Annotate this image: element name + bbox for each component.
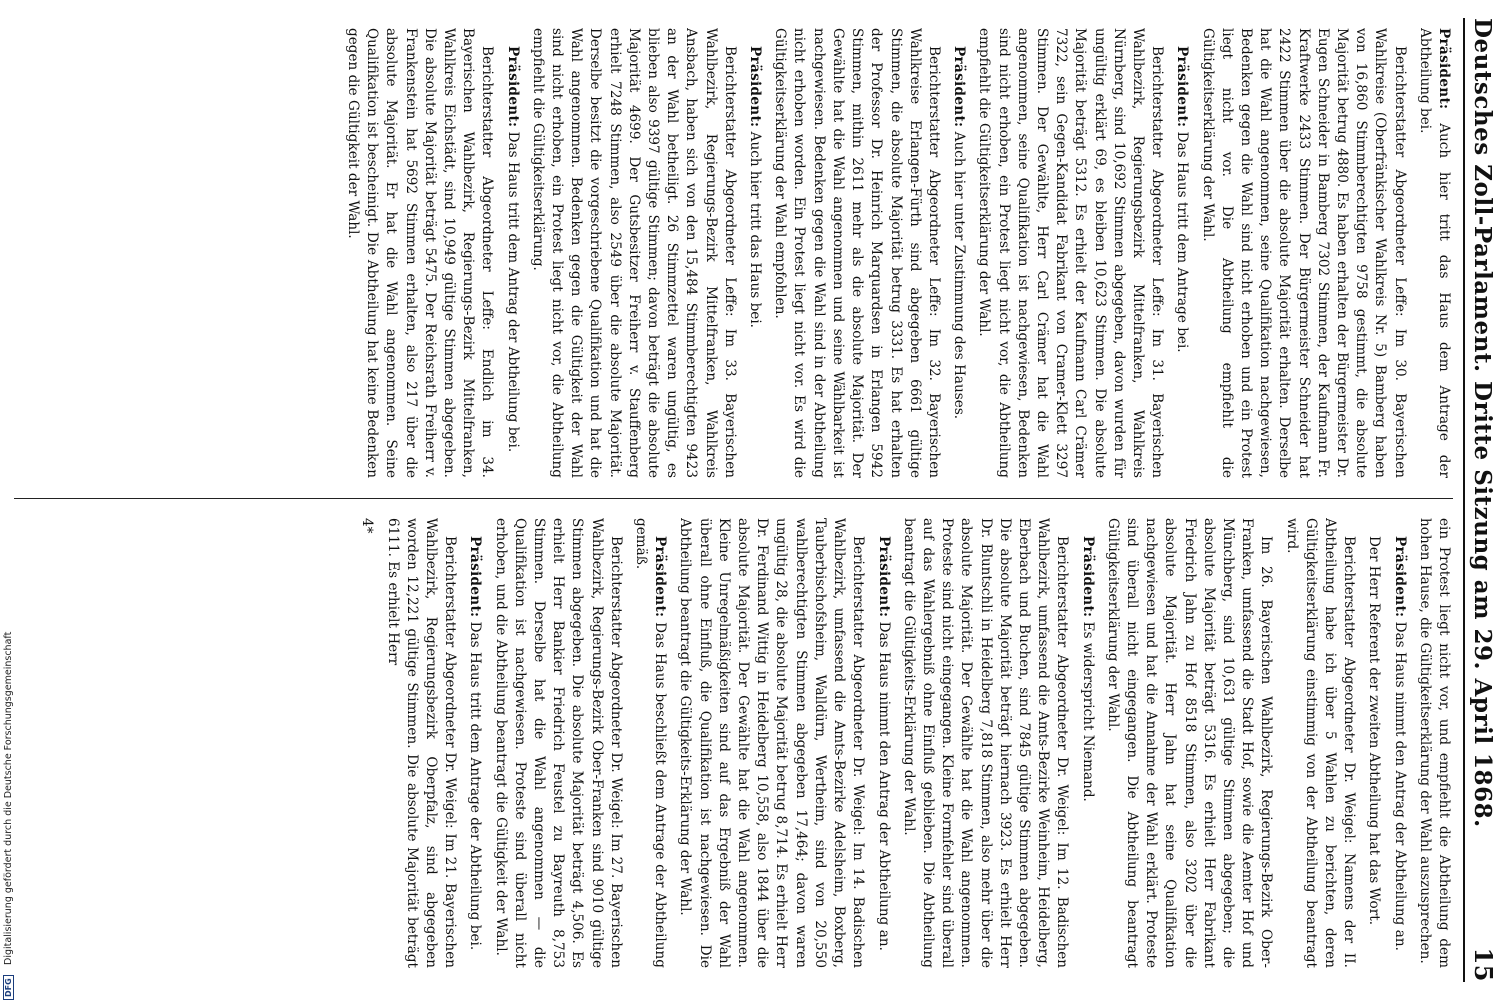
paragraph-text: Berichterstatter Abgeordneter Leffe: Im 31. Bayerischen Wahlbezirk, Regierungsbezirk Mittelfranken, Wahlkreis Nürnberg, sind 10,692 Stimmen abgegeben, davon wurden für ungültig erklärt 69, es bleiben 10,623 Stimmen. Die absolute Majorität beträgt 5312. Es erhielt der Kaufmann Carl Crämer 7322, sein Gegen-Kandidat Fabrikant von Cramer-Klett 3297 Stimmen. Der Gewählte, Herr Carl Crämer hat die Wahl angenommen, seine Qualifikation ist nachgewiesen, Bedenken sind nicht erhoben, ein Protest liegt nicht vor, die Abtheilung empfiehlt die Gültigkeitserklärung der Wahl. [976, 28, 1166, 478]
speaker-label: Präsident: [875, 536, 892, 618]
paragraph [1364, 518, 1383, 968]
paragraph [1389, 518, 1408, 968]
paragraph [899, 518, 1072, 968]
paragraph [949, 28, 968, 478]
paragraph [675, 518, 867, 968]
paragraph-text: Berichterstatter Abgeordneter Leffe: Im 33. Bayerischen Wahlbezirk, Regierungs-Bezirk Mittelfranken, Wahlkreis Ansbach, haben sich von den 15,484 Stimmberechtigten 9423 an der Wahl betheiligt. 26 Stimmzettel waren ungültig, es blieben also 9397 gültige Stimmen; davon beträgt die absolute Majorität 4699. Der Gutsbesitzer Freiherr v. Stauffenberg erhielt 7248 Stimmen, also 2549 über die absolute Majorität. Derselbe besitzt die vorgeschriebene Qualifikation und hat die Wahl angenommen. Bedenken gegen die Gültigkeit der Wahl sind nicht erhoben, ein Protest liegt nicht vor, die Abtheilung empfiehlt die Gültigkeitserklärung. [529, 28, 738, 478]
speaker-label: Präsident: [1391, 536, 1408, 618]
paragraph [873, 518, 892, 968]
paragraph [502, 28, 521, 478]
speaker-label: Präsident: [1174, 46, 1191, 128]
paragraph [974, 28, 1166, 478]
paragraph-text: Berichterstatter Abgeordneter Dr. Weigel: Im 27. Bayerischen Wahlbezirk, Regierungs-Bezirk Ober-Franken sind 9010 gültige Stimmen abgegeben. Die absolute Majorität beträgt 4,506. Es erhielt Herr Bankier Friedrich Feustel zu Bayreuth 8,753 Stimmen. Derselbe hat die Wahl angenommen — die Qualifikation ist nachgewiesen. Proteste sind überall nicht erhoben, und die Abtheilung beantragt die Gültigkeit der Wahl. [492, 518, 624, 968]
paragraph-text: Berichterstatter Abgeordneter Dr. Weigel: Im 14. Badischen Wahlbezirk, umfassend die Amts-Bezirke Adelsheim, Boxberg, Tauberbischofsheim, Walldürn, Wertheim, sind von 20,550 wahlberechtigten Stimmen abgegeben 17,464; davon waren ungültig 28, die absolute Majorität betrug 8,714. Es erhielt Herr Dr. Ferdinand Wittig in Heidelberg 10,558, also 1844 über die absolute Majorität. Der Gewählte hat die Wahl angenommen. Kleine Unregelmäßigkeiten sind auf das Ergebniß der Wahl überall ohne Einfluß, die Qualifikation ist nachgewiesen. Die Abtheilung beantragt die Gültigkeits-Erklärung der Wahl. [677, 518, 867, 968]
speaker-label: Präsident: [747, 46, 764, 128]
paragraph-text: Auch hier tritt das Haus dem Antrage der Abtheilung bei. [1416, 28, 1452, 478]
paragraph-text: Berichterstatter Abgeordneter Dr. Weigel: Namens der II. Abtheilung habe ich über 5 Wahlen zu berichten, deren Gültigkeitserklärung einstimmig von der Abtheilung beantragt wird. [1283, 518, 1358, 968]
paragraph [357, 518, 376, 968]
speaker-label: Präsident: [467, 536, 484, 618]
paragraph-text: 4* [359, 518, 376, 534]
paragraph [1077, 518, 1096, 968]
digitization-note [3, 0, 17, 1000]
left-column [14, 28, 1453, 478]
paragraph [770, 28, 943, 478]
speaker-label: Präsident: [652, 536, 669, 618]
paragraph [1415, 518, 1453, 968]
paragraph-text: Berichterstatter Abgeordneter Leffe: Im 30. Bayerischen Wahlkreise (Oberfränkischer Wahlkreis Nr. 5) Bamberg haben von 16,860 Stimmberechtigten 9758 gestimmt, die absolute Majorität betrug 4880. Es haben erhalten der Bürgermeister Dr. Eugen Schneider in Bamberg 7302 Stimmen, der Kaufmann Fr. Kraftwerke 2433 Stimmen. Der Bürgermeister Schneider hat 2422 Stimmen über die absolute Majorität erhalten. Derselbe hat die Wahl angenommen, seine Qualifikation nachgewiesen, Bedenken gegen die Wahl sind nicht erhoben und ein Protest liegt nicht vor. Die Abtheilung empfiehlt die Gültigkeitserklärung der Wahl. [1199, 28, 1408, 478]
page-number: 15 [1469, 947, 1498, 982]
paragraph-text: Im 26. Bayerischen Wahlbezirk, Regierungs-Bezirk Ober-Franken, umfassend die Stadt Hof, sowie die Aemter Hof und Münchberg, sind 10,631 gültige Stimmen abgegeben; die absolute Majorität beträgt 5316. Es erhielt Herr Fabrikant Friedrich Jahn zu Hof 8518 Stimmen, also 3202 über die absolute Majorität. Herr Jahn hat seine Qualifikation nachgewiesen und hat die Annahme der Wahl erklärt. Proteste sind überall nicht eingegangen. Die Abtheilung beantragt Gültigkeitserklärung der Wahl. [1104, 518, 1275, 968]
paragraph-text: Es widerspricht Niemand. [1079, 621, 1096, 802]
paragraph-text: Auch hier unter Zustimmung des Hauses. [951, 131, 968, 420]
paragraph-text: Das Haus tritt dem Antrag der Abtheilung bei. [504, 131, 521, 453]
right-column [14, 518, 1453, 968]
paragraph [1103, 518, 1276, 968]
paragraph [465, 518, 484, 968]
paragraph [745, 28, 764, 478]
digitization-note-text: Digitalisierung gefördert durch die Deutsche Forschungsgemeinschaft [3, 632, 14, 966]
dfg-logo: DFG [3, 975, 14, 1000]
paragraph [528, 28, 739, 478]
paragraph [1281, 518, 1358, 968]
speaker-label: Präsident: [1079, 536, 1096, 618]
speaker-label: Präsident: [951, 46, 968, 128]
speaker-label: Präsident: [1436, 28, 1452, 110]
paragraph-text: Das Haus tritt dem Antrage der Abtheilung bei. [467, 621, 484, 951]
paragraph-text: Berichterstatter Abgeordneter Leffe: Im 32. Bayerischen Wahlkreise Erlangen-Fürth sind abgegeben 6661 gültige Stimmen, die absolute Majorität betrug 3331. Es hat erhalten der Professor Dr. Heinrich Marquardsen in Erlangen 5942 Stimmen, mithin 2611 mehr als die absolute Majorität. Der Gewählte hat die Wahl angenommen und seine Wählbarkeit ist nachgewiesen. Bedenken gegen die Wahl sind in der Abtheilung nicht erhoben worden. Ein Protest liegt nicht vor. Es wird die Gültigkeitserklärung der Wahl empfohlen. [772, 28, 942, 478]
paragraph-text: Das Haus tritt dem Antrage bei. [1174, 131, 1191, 353]
paragraph [490, 518, 624, 968]
paragraph [631, 518, 669, 968]
paragraph [1415, 28, 1453, 478]
speaker-label: Präsident: [504, 46, 521, 128]
paragraph [1197, 28, 1408, 478]
paragraph-text: Auch hier tritt das Haus bei. [747, 131, 764, 328]
paragraph-text: Das Haus nimmt den Antrag der Abtheilung an. [1391, 621, 1408, 951]
paragraph [343, 28, 497, 478]
paragraph [382, 518, 459, 968]
paragraph-text: Berichterstatter Abgeordneter Dr. Weigel: Im 12. Badischen Wahlbezirk, umfassend die Amts-Bezirke Weinheim, Heidelberg, Eberbach und Buchen, sind 7845 gültige Stimmen abgegeben. Die absolute Majorität beträgt hiernach 3923. Es erhielt Herr Dr. Bluntschli in Heidelberg 7,818 Stimmen, also mehr über die absolute Majorität. Der Gewählte hat die Wahl angenommen. Proteste sind nicht eingegangen. Kleine Formfehler sind überall auf das Wahlergebniß ohne Einfluß geblieben. Die Abtheilung beantragt die Gültigkeits-Erklärung der Wahl. [900, 518, 1071, 968]
paragraph-text: Der Herr Referent der zweiten Abtheilung hat das Wort. [1366, 536, 1383, 926]
paragraph-text: Das Haus beschließt dem Antrage der Abtheilung gemäß. [633, 518, 669, 968]
column-divider [14, 498, 1453, 499]
paragraph-text: Das Haus nimmt den Antrag der Abtheilung an. [875, 621, 892, 951]
page-header [1463, 18, 1499, 982]
paragraph-text: ein Protest liegt nicht vor, und empfiehlt die Abtheilung dem hohen Hause, die Gültigkeitserklärung der Wahl auszusprechen. [1416, 518, 1452, 968]
paragraph [1172, 28, 1191, 478]
paragraph-text: Berichterstatter Abgeordneter Dr. Weigel: Im 21. Bayerischen Wahlbezirk, Regierungsbezirk Oberpfalz, sind abgegeben worden 12,221 gültige Stimmen. Die absolute Majorität beträgt 6111. Es erhielt Herr [384, 518, 459, 968]
page-header-title: Deutsches Zoll-Parlament. Dritte Sitzung am 29. April 1868. [1469, 18, 1496, 828]
paragraph-text: Berichterstatter Abgeordneter Leffe: Endlich im 34. Bayerischen Wahlbezirk, Regierungs-Bezirk Mittelfranken, Wahlkreis Eichstädt, sind 10,949 gültige Stimmen abgegeben. Die absolute Majorität beträgt 5475. Der Reichsrath Freiherr v. Frankenstein hat 5692 Stimmen erhalten, also 217 über die absolute Majorität. Er hat die Wahl angenommen. Seine Qualifikation ist bescheinigt. Die Abtheilung hat keine Bedenken gegen die Gültigkeit der Wahl. [345, 28, 496, 478]
